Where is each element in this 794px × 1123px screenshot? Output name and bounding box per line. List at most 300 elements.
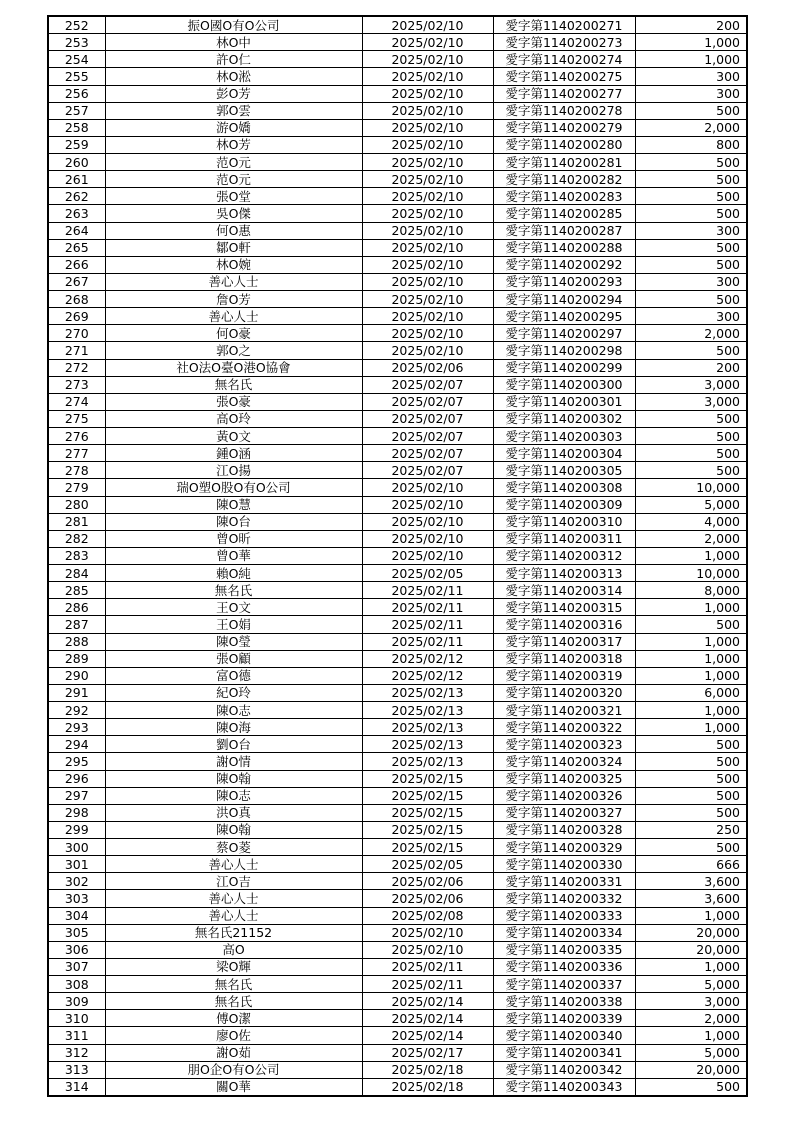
table-row [48, 136, 747, 153]
donation-amount: 3,600 [635, 890, 747, 907]
row-number: 276 [48, 428, 105, 445]
table-row [48, 462, 747, 479]
donation-date: 2025/02/13 [362, 753, 493, 770]
donation-amount: 2,000 [635, 325, 747, 342]
donation-date: 2025/02/10 [362, 102, 493, 119]
donation-date: 2025/02/12 [362, 650, 493, 667]
donor-name: 陳O海 [105, 719, 362, 736]
table-row [48, 804, 747, 821]
table-row [48, 684, 747, 701]
table-row [48, 273, 747, 290]
receipt-number: 愛字第1140200320 [493, 684, 635, 701]
row-number: 256 [48, 85, 105, 102]
donation-amount: 1,000 [635, 34, 747, 51]
donation-date: 2025/02/13 [362, 684, 493, 701]
donation-date: 2025/02/15 [362, 821, 493, 838]
row-number: 309 [48, 993, 105, 1010]
donor-name: 善心人士 [105, 308, 362, 325]
row-number: 273 [48, 376, 105, 393]
donation-date: 2025/02/15 [362, 804, 493, 821]
table-row [48, 428, 747, 445]
donation-amount: 500 [635, 171, 747, 188]
donation-amount: 20,000 [635, 1061, 747, 1078]
donor-name: 何O惠 [105, 222, 362, 239]
row-number: 260 [48, 154, 105, 171]
donation-date: 2025/02/10 [362, 273, 493, 290]
row-number: 258 [48, 119, 105, 136]
donor-name: 謝O茹 [105, 1044, 362, 1061]
row-number: 279 [48, 479, 105, 496]
receipt-number: 愛字第1140200282 [493, 171, 635, 188]
table-row [48, 256, 747, 273]
donation-date: 2025/02/10 [362, 513, 493, 530]
donation-amount: 1,000 [635, 633, 747, 650]
row-number: 306 [48, 941, 105, 958]
donation-amount: 200 [635, 16, 747, 34]
table-row [48, 958, 747, 975]
donation-date: 2025/02/06 [362, 359, 493, 376]
receipt-number: 愛字第1140200280 [493, 136, 635, 153]
row-number: 259 [48, 136, 105, 153]
donation-date: 2025/02/15 [362, 839, 493, 856]
donor-name: 善心人士 [105, 907, 362, 924]
row-number: 295 [48, 753, 105, 770]
receipt-number: 愛字第1140200311 [493, 530, 635, 547]
table-row [48, 188, 747, 205]
table-row [48, 770, 747, 787]
table-row [48, 547, 747, 564]
donor-name: 鍾O涵 [105, 445, 362, 462]
table-row [48, 16, 747, 34]
receipt-number: 愛字第1140200343 [493, 1078, 635, 1096]
table-row [48, 736, 747, 753]
donation-date: 2025/02/10 [362, 924, 493, 941]
donor-name: 游O嬌 [105, 119, 362, 136]
receipt-number: 愛字第1140200329 [493, 839, 635, 856]
receipt-number: 愛字第1140200285 [493, 205, 635, 222]
table-row [48, 565, 747, 582]
receipt-number: 愛字第1140200318 [493, 650, 635, 667]
donation-date: 2025/02/10 [362, 68, 493, 85]
receipt-number: 愛字第1140200335 [493, 941, 635, 958]
table-row [48, 171, 747, 188]
donation-date: 2025/02/10 [362, 342, 493, 359]
donor-name: 郭O之 [105, 342, 362, 359]
row-number: 298 [48, 804, 105, 821]
table-row [48, 102, 747, 119]
donor-name: 鄒O軒 [105, 239, 362, 256]
donor-name: 謝O情 [105, 753, 362, 770]
donor-name: 林O淞 [105, 68, 362, 85]
row-number: 303 [48, 890, 105, 907]
donor-name: 彭O芳 [105, 85, 362, 102]
donation-amount: 3,600 [635, 873, 747, 890]
donation-date: 2025/02/10 [362, 222, 493, 239]
row-number: 290 [48, 667, 105, 684]
donation-date: 2025/02/14 [362, 1027, 493, 1044]
donation-amount: 800 [635, 136, 747, 153]
receipt-number: 愛字第1140200293 [493, 273, 635, 290]
receipt-number: 愛字第1140200283 [493, 188, 635, 205]
donation-amount: 500 [635, 770, 747, 787]
row-number: 312 [48, 1044, 105, 1061]
table-row [48, 51, 747, 68]
donation-amount: 500 [635, 291, 747, 308]
row-number: 284 [48, 565, 105, 582]
donation-date: 2025/02/14 [362, 993, 493, 1010]
donor-name: 林O中 [105, 34, 362, 51]
donation-date: 2025/02/15 [362, 770, 493, 787]
table-row [48, 34, 747, 51]
receipt-number: 愛字第1140200281 [493, 154, 635, 171]
row-number: 289 [48, 650, 105, 667]
receipt-number: 愛字第1140200312 [493, 547, 635, 564]
donation-amount: 2,000 [635, 530, 747, 547]
donor-name: 無名氏 [105, 993, 362, 1010]
donor-name: 善心人士 [105, 890, 362, 907]
table-row [48, 393, 747, 410]
donation-amount: 500 [635, 154, 747, 171]
table-row [48, 941, 747, 958]
receipt-number: 愛字第1140200295 [493, 308, 635, 325]
donor-name: 黃O文 [105, 428, 362, 445]
donor-name: 江O吉 [105, 873, 362, 890]
donation-amount: 500 [635, 616, 747, 633]
receipt-number: 愛字第1140200316 [493, 616, 635, 633]
row-number: 275 [48, 410, 105, 427]
table-row [48, 753, 747, 770]
row-number: 296 [48, 770, 105, 787]
donor-name: 陳O志 [105, 702, 362, 719]
receipt-number: 愛字第1140200279 [493, 119, 635, 136]
receipt-number: 愛字第1140200341 [493, 1044, 635, 1061]
donation-amount: 500 [635, 787, 747, 804]
table-row [48, 376, 747, 393]
row-number: 302 [48, 873, 105, 890]
row-number: 261 [48, 171, 105, 188]
row-number: 272 [48, 359, 105, 376]
row-number: 257 [48, 102, 105, 119]
donor-name: 富O德 [105, 667, 362, 684]
donation-date: 2025/02/10 [362, 547, 493, 564]
row-number: 265 [48, 239, 105, 256]
donor-name: 陳O慧 [105, 496, 362, 513]
donor-name: 江O揚 [105, 462, 362, 479]
receipt-number: 愛字第1140200309 [493, 496, 635, 513]
receipt-number: 愛字第1140200325 [493, 770, 635, 787]
donation-amount: 500 [635, 753, 747, 770]
table-row [48, 993, 747, 1010]
donation-amount: 1,000 [635, 667, 747, 684]
donation-date: 2025/02/10 [362, 256, 493, 273]
donor-name: 蔡O菱 [105, 839, 362, 856]
donation-date: 2025/02/08 [362, 907, 493, 924]
donation-amount: 10,000 [635, 565, 747, 582]
donor-name: 曾O昕 [105, 530, 362, 547]
donation-amount: 5,000 [635, 1044, 747, 1061]
donation-amount: 500 [635, 804, 747, 821]
receipt-number: 愛字第1140200319 [493, 667, 635, 684]
table-row [48, 342, 747, 359]
receipt-number: 愛字第1140200302 [493, 410, 635, 427]
row-number: 266 [48, 256, 105, 273]
donation-amount: 4,000 [635, 513, 747, 530]
donor-name: 社O法O臺O港O協會 [105, 359, 362, 376]
receipt-number: 愛字第1140200288 [493, 239, 635, 256]
donor-name: 紀O玲 [105, 684, 362, 701]
receipt-number: 愛字第1140200299 [493, 359, 635, 376]
receipt-number: 愛字第1140200274 [493, 51, 635, 68]
donation-amount: 500 [635, 256, 747, 273]
row-number: 288 [48, 633, 105, 650]
donor-name: 無名氏21152 [105, 924, 362, 941]
table-row [48, 496, 747, 513]
table-row [48, 239, 747, 256]
donation-amount: 5,000 [635, 496, 747, 513]
donation-amount: 500 [635, 239, 747, 256]
donation-amount: 666 [635, 856, 747, 873]
donor-name: 郭O雲 [105, 102, 362, 119]
donation-amount: 2,000 [635, 1010, 747, 1027]
donation-date: 2025/02/07 [362, 428, 493, 445]
table-row [48, 479, 747, 496]
donation-date: 2025/02/06 [362, 873, 493, 890]
donation-date: 2025/02/10 [362, 325, 493, 342]
donation-amount: 1,000 [635, 702, 747, 719]
receipt-number: 愛字第1140200331 [493, 873, 635, 890]
table-row [48, 1044, 747, 1061]
table-row [48, 633, 747, 650]
donor-name: 陳O志 [105, 787, 362, 804]
receipt-number: 愛字第1140200300 [493, 376, 635, 393]
receipt-number: 愛字第1140200323 [493, 736, 635, 753]
row-number: 280 [48, 496, 105, 513]
receipt-number: 愛字第1140200294 [493, 291, 635, 308]
table-row [48, 308, 747, 325]
receipt-number: 愛字第1140200330 [493, 856, 635, 873]
donation-date: 2025/02/11 [362, 599, 493, 616]
donation-date: 2025/02/12 [362, 667, 493, 684]
receipt-number: 愛字第1140200304 [493, 445, 635, 462]
donor-name: 范O元 [105, 171, 362, 188]
receipt-number: 愛字第1140200301 [493, 393, 635, 410]
table-row [48, 1027, 747, 1044]
donation-date: 2025/02/11 [362, 582, 493, 599]
table-row [48, 1061, 747, 1078]
donation-amount: 250 [635, 821, 747, 838]
table-row [48, 582, 747, 599]
table-row [48, 410, 747, 427]
donation-amount: 300 [635, 68, 747, 85]
donation-date: 2025/02/18 [362, 1078, 493, 1096]
row-number: 283 [48, 547, 105, 564]
row-number: 297 [48, 787, 105, 804]
donation-amount: 300 [635, 85, 747, 102]
row-number: 262 [48, 188, 105, 205]
donation-date: 2025/02/10 [362, 239, 493, 256]
table-body [48, 16, 747, 1096]
donor-name: 張O豪 [105, 393, 362, 410]
table-row [48, 616, 747, 633]
donor-name: 善心人士 [105, 856, 362, 873]
row-number: 294 [48, 736, 105, 753]
table-row [48, 907, 747, 924]
row-number: 301 [48, 856, 105, 873]
donation-date: 2025/02/10 [362, 85, 493, 102]
row-number: 313 [48, 1061, 105, 1078]
donation-table [47, 15, 748, 1097]
donor-name: 善心人士 [105, 273, 362, 290]
donation-date: 2025/02/11 [362, 616, 493, 633]
receipt-number: 愛字第1140200305 [493, 462, 635, 479]
row-number: 278 [48, 462, 105, 479]
donation-amount: 500 [635, 1078, 747, 1096]
donation-amount: 5,000 [635, 976, 747, 993]
donor-name: 傅O潔 [105, 1010, 362, 1027]
receipt-number: 愛字第1140200313 [493, 565, 635, 582]
donation-amount: 20,000 [635, 924, 747, 941]
table-row [48, 359, 747, 376]
receipt-number: 愛字第1140200339 [493, 1010, 635, 1027]
donation-amount: 500 [635, 188, 747, 205]
receipt-number: 愛字第1140200342 [493, 1061, 635, 1078]
receipt-number: 愛字第1140200337 [493, 976, 635, 993]
donation-date: 2025/02/14 [362, 1010, 493, 1027]
receipt-number: 愛字第1140200314 [493, 582, 635, 599]
donor-name: 林O芳 [105, 136, 362, 153]
donation-date: 2025/02/10 [362, 941, 493, 958]
table-row [48, 821, 747, 838]
table-row [48, 222, 747, 239]
donor-name: 無名氏 [105, 582, 362, 599]
table-row [48, 890, 747, 907]
donor-name: 張O堂 [105, 188, 362, 205]
receipt-number: 愛字第1140200321 [493, 702, 635, 719]
receipt-number: 愛字第1140200327 [493, 804, 635, 821]
receipt-number: 愛字第1140200273 [493, 34, 635, 51]
receipt-number: 愛字第1140200308 [493, 479, 635, 496]
receipt-number: 愛字第1140200324 [493, 753, 635, 770]
row-number: 255 [48, 68, 105, 85]
donation-date: 2025/02/10 [362, 496, 493, 513]
row-number: 269 [48, 308, 105, 325]
table-row [48, 291, 747, 308]
donor-name: 賴O純 [105, 565, 362, 582]
donation-amount: 500 [635, 445, 747, 462]
donation-date: 2025/02/10 [362, 479, 493, 496]
table-row [48, 856, 747, 873]
donation-date: 2025/02/10 [362, 51, 493, 68]
receipt-number: 愛字第1140200287 [493, 222, 635, 239]
donor-name: 王O文 [105, 599, 362, 616]
donation-amount: 6,000 [635, 684, 747, 701]
donor-name: 曾O華 [105, 547, 362, 564]
donation-amount: 1,000 [635, 719, 747, 736]
donor-name: 關O華 [105, 1078, 362, 1096]
table-row [48, 205, 747, 222]
donation-amount: 20,000 [635, 941, 747, 958]
row-number: 253 [48, 34, 105, 51]
donation-date: 2025/02/10 [362, 34, 493, 51]
donation-date: 2025/02/07 [362, 445, 493, 462]
row-number: 264 [48, 222, 105, 239]
donation-amount: 500 [635, 410, 747, 427]
donation-date: 2025/02/15 [362, 787, 493, 804]
donation-amount: 3,000 [635, 393, 747, 410]
receipt-number: 愛字第1140200297 [493, 325, 635, 342]
row-number: 310 [48, 1010, 105, 1027]
donor-name: 高O玲 [105, 410, 362, 427]
donation-date: 2025/02/10 [362, 308, 493, 325]
row-number: 304 [48, 907, 105, 924]
donation-date: 2025/02/07 [362, 376, 493, 393]
donation-amount: 500 [635, 205, 747, 222]
receipt-number: 愛字第1140200278 [493, 102, 635, 119]
donation-date: 2025/02/11 [362, 633, 493, 650]
row-number: 293 [48, 719, 105, 736]
donation-amount: 1,000 [635, 1027, 747, 1044]
donation-amount: 200 [635, 359, 747, 376]
row-number: 286 [48, 599, 105, 616]
donation-amount: 10,000 [635, 479, 747, 496]
table-row [48, 976, 747, 993]
table-row [48, 924, 747, 941]
receipt-number: 愛字第1140200292 [493, 256, 635, 273]
donor-name: 詹O芳 [105, 291, 362, 308]
table-row [48, 445, 747, 462]
row-number: 305 [48, 924, 105, 941]
row-number: 282 [48, 530, 105, 547]
receipt-number: 愛字第1140200303 [493, 428, 635, 445]
donation-date: 2025/02/05 [362, 565, 493, 582]
table-row [48, 68, 747, 85]
row-number: 314 [48, 1078, 105, 1096]
row-number: 281 [48, 513, 105, 530]
donor-name: 林O婉 [105, 256, 362, 273]
row-number: 267 [48, 273, 105, 290]
donation-date: 2025/02/07 [362, 410, 493, 427]
donor-name: 瑞O塑O股O有O公司 [105, 479, 362, 496]
table-row [48, 667, 747, 684]
donation-amount: 500 [635, 102, 747, 119]
receipt-number: 愛字第1140200333 [493, 907, 635, 924]
row-number: 252 [48, 16, 105, 34]
donor-name: 高O [105, 941, 362, 958]
donation-date: 2025/02/13 [362, 719, 493, 736]
donor-name: 無名氏 [105, 976, 362, 993]
receipt-number: 愛字第1140200328 [493, 821, 635, 838]
donation-amount: 1,000 [635, 599, 747, 616]
receipt-number: 愛字第1140200275 [493, 68, 635, 85]
donation-date: 2025/02/10 [362, 291, 493, 308]
table-row [48, 719, 747, 736]
donation-date: 2025/02/13 [362, 702, 493, 719]
row-number: 311 [48, 1027, 105, 1044]
table-row [48, 1078, 747, 1096]
donation-date: 2025/02/10 [362, 171, 493, 188]
donation-date: 2025/02/05 [362, 856, 493, 873]
donation-date: 2025/02/10 [362, 16, 493, 34]
donor-name: 陳O台 [105, 513, 362, 530]
donation-date: 2025/02/10 [362, 188, 493, 205]
row-number: 268 [48, 291, 105, 308]
donor-name: 劉O台 [105, 736, 362, 753]
donation-amount: 1,000 [635, 547, 747, 564]
donation-amount: 300 [635, 222, 747, 239]
donation-amount: 1,000 [635, 907, 747, 924]
donor-name: 朋O企O有O公司 [105, 1061, 362, 1078]
donor-name: 振O國O有O公司 [105, 16, 362, 34]
